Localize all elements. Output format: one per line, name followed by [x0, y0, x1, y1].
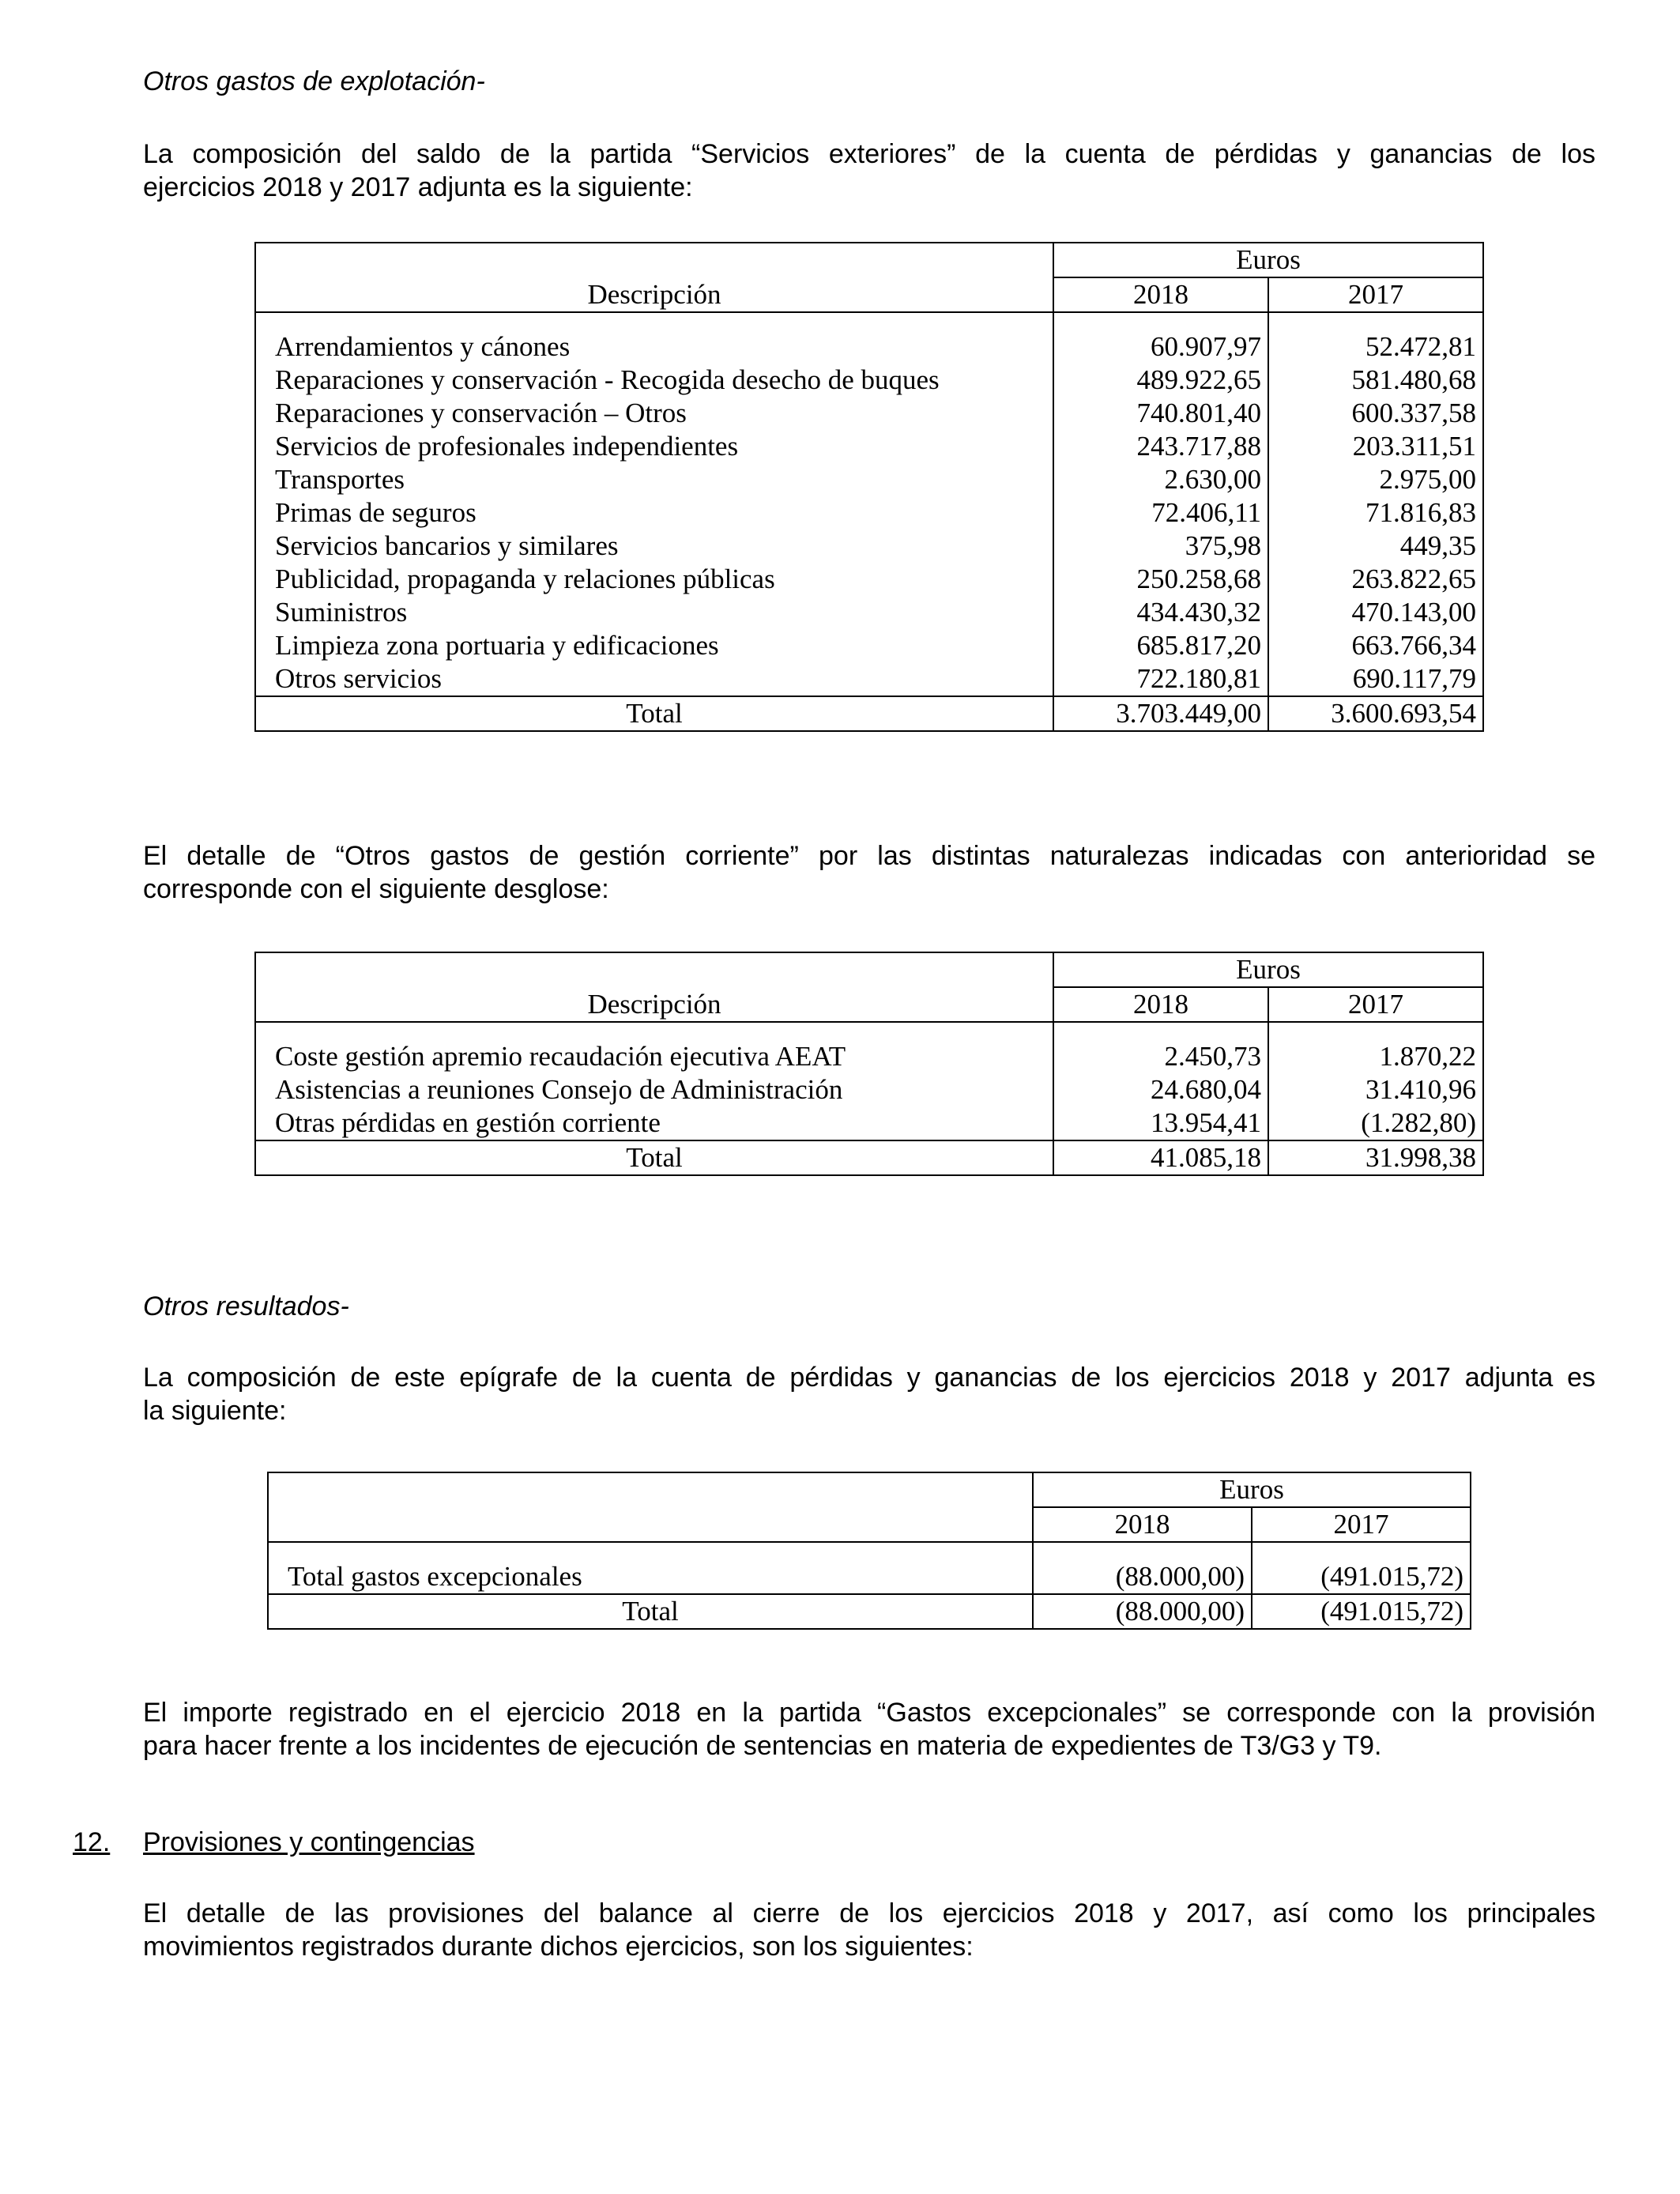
table-header-2017: 2017 [1252, 1507, 1471, 1542]
table-header-2017: 2017 [1268, 277, 1483, 312]
row-value-2018: 13.954,41 [1053, 1106, 1268, 1140]
row-value-2018: 243.717,88 [1053, 430, 1268, 463]
table-row [255, 463, 1483, 496]
table-row [255, 430, 1483, 463]
row-description: Publicidad, propaganda y relaciones públicas [275, 564, 775, 594]
row-value-2018: 722.180,81 [1053, 662, 1268, 696]
table-row [255, 1073, 1483, 1106]
row-value-2018: 434.430,32 [1053, 596, 1268, 629]
table-header-2018: 2018 [1053, 987, 1268, 1022]
row-description: Otros servicios [275, 663, 442, 694]
table-gastos-gestion-corriente [254, 952, 1484, 1176]
table-header-descripcion: Descripción [255, 952, 1053, 1022]
row-description: Coste gestión apremio recaudación ejecutiva AEAT [275, 1041, 846, 1072]
row-description: Primas de seguros [275, 497, 477, 528]
row-description: Asistencias a reuniones Consejo de Administración [275, 1074, 843, 1105]
row-value-2017: 663.766,34 [1268, 629, 1483, 662]
row-description: Total gastos excepcionales [288, 1561, 582, 1592]
row-description: Reparaciones y conservación - Recogida desecho de buques [275, 364, 940, 395]
row-value-2017: (1.282,80) [1268, 1106, 1483, 1140]
row-value-2018: 250.258,68 [1053, 563, 1268, 596]
row-value-2018: 740.801,40 [1053, 397, 1268, 430]
table-body [255, 330, 1483, 696]
paragraph-line: movimientos registrados durante dichos ejercicios, son los siguientes: [143, 1932, 974, 1962]
row-value-2017: 52.472,81 [1268, 330, 1483, 364]
paragraph-line: la siguiente: [143, 1396, 287, 1426]
table-total-2018: 3.703.449,00 [1053, 696, 1268, 731]
row-value-2018: 60.907,97 [1053, 330, 1268, 364]
paragraph-line: La composición de este epígrafe de la cuenta de pérdidas y ganancias de los ejercicios 2018 y 2017 adjunta es [143, 1363, 1595, 1393]
row-description: Limpieza zona portuaria y edificaciones [275, 630, 719, 661]
section-heading-provisiones [73, 1826, 475, 1859]
table-body [255, 1040, 1483, 1140]
table-otros-resultados [267, 1472, 1471, 1630]
table-total-label: Total [255, 696, 1053, 731]
table-header-2018: 2018 [1033, 1507, 1252, 1542]
table-row [255, 330, 1483, 364]
row-value-2017: 2.975,00 [1268, 463, 1483, 496]
row-value-2017: 581.480,68 [1268, 364, 1483, 397]
row-description: Reparaciones y conservación – Otros [275, 398, 687, 428]
paragraph-line: El detalle de las provisiones del balance al cierre de los ejercicios 2018 y 2017, así como los principales [143, 1898, 1595, 1928]
row-value-2017: 71.816,83 [1268, 496, 1483, 530]
paragraph-line: para hacer frente a los incidentes de ejecución de sentencias en materia de expedientes de T3/G3 y T9. [143, 1731, 1382, 1761]
row-value-2017: 470.143,00 [1268, 596, 1483, 629]
row-value-2017: 449,35 [1268, 530, 1483, 563]
row-description: Suministros [275, 597, 408, 628]
paragraph-servicios-exteriores [143, 138, 1595, 204]
table-body [268, 1560, 1471, 1594]
section-title: Provisiones y contingencias [143, 1827, 475, 1857]
row-value-2018: 685.817,20 [1053, 629, 1268, 662]
table-total-2018: (88.000,00) [1033, 1594, 1252, 1629]
row-description: Transportes [275, 464, 405, 495]
row-value-2017: 690.117,79 [1268, 662, 1483, 696]
section-heading-otros-resultados: Otros resultados- [143, 1291, 349, 1321]
row-value-2018: 2.630,00 [1053, 463, 1268, 496]
table-row [255, 596, 1483, 629]
table-total-2017: (491.015,72) [1252, 1594, 1471, 1629]
row-value-2017: 1.870,22 [1268, 1040, 1483, 1073]
row-value-2018: 375,98 [1053, 530, 1268, 563]
table-servicios-exteriores [254, 242, 1484, 732]
row-value-2017: 203.311,51 [1268, 430, 1483, 463]
table-header-euros: Euros [1033, 1472, 1471, 1507]
table-header-2017: 2017 [1268, 987, 1483, 1022]
section-heading-otros-gastos: Otros gastos de explotación- [143, 66, 485, 96]
row-description: Arrendamientos y cánones [275, 331, 571, 362]
table-row [268, 1560, 1471, 1594]
row-value-2018: 24.680,04 [1053, 1073, 1268, 1106]
table-header-2018: 2018 [1053, 277, 1268, 312]
table-header-empty [268, 1472, 1033, 1542]
table-total-label: Total [255, 1140, 1053, 1175]
table-total-label: Total [268, 1594, 1033, 1629]
table-row [255, 1106, 1483, 1140]
paragraph-line: El importe registrado en el ejercicio 2018 en la partida “Gastos excepcionales” se corresponde con la provisión [143, 1698, 1595, 1728]
paragraph-otros-resultados [143, 1361, 1595, 1427]
table-row [255, 397, 1483, 430]
paragraph-line: ejercicios 2018 y 2017 adjunta es la siguiente: [143, 172, 693, 202]
table-total-2017: 31.998,38 [1268, 1140, 1483, 1175]
section-number: 12. [73, 1827, 111, 1857]
paragraph-provisiones [143, 1897, 1595, 1963]
row-value-2018: 72.406,11 [1053, 496, 1268, 530]
row-value-2017: 600.337,58 [1268, 397, 1483, 430]
row-value-2017: (491.015,72) [1252, 1560, 1471, 1594]
row-description: Servicios bancarios y similares [275, 530, 619, 561]
row-description: Otras pérdidas en gestión corriente [275, 1107, 661, 1138]
table-total-2018: 41.085,18 [1053, 1140, 1268, 1175]
table-header-euros: Euros [1053, 243, 1483, 277]
table-row [255, 629, 1483, 662]
table-header-euros: Euros [1053, 952, 1483, 987]
table-row [255, 1040, 1483, 1073]
table-row [255, 364, 1483, 397]
paragraph-line: El detalle de “Otros gastos de gestión corriente” por las distintas naturalezas indicadas con anterioridad se [143, 841, 1595, 871]
paragraph-gastos-excepcionales [143, 1696, 1595, 1762]
table-header-descripcion: Descripción [255, 243, 1053, 312]
row-value-2017: 31.410,96 [1268, 1073, 1483, 1106]
table-row [255, 496, 1483, 530]
paragraph-line: La composición del saldo de la partida “Servicios exteriores” de la cuenta de pérdidas y ganancias de los [143, 139, 1595, 169]
row-description: Servicios de profesionales independientes [275, 431, 739, 462]
table-row [255, 662, 1483, 696]
row-value-2017: 263.822,65 [1268, 563, 1483, 596]
table-row [255, 563, 1483, 596]
row-value-2018: (88.000,00) [1033, 1560, 1252, 1594]
table-row [255, 530, 1483, 563]
row-value-2018: 2.450,73 [1053, 1040, 1268, 1073]
paragraph-otros-gastos-gestion [143, 839, 1595, 906]
table-total-2017: 3.600.693,54 [1268, 696, 1483, 731]
paragraph-line: corresponde con el siguiente desglose: [143, 874, 609, 904]
row-value-2018: 489.922,65 [1053, 364, 1268, 397]
